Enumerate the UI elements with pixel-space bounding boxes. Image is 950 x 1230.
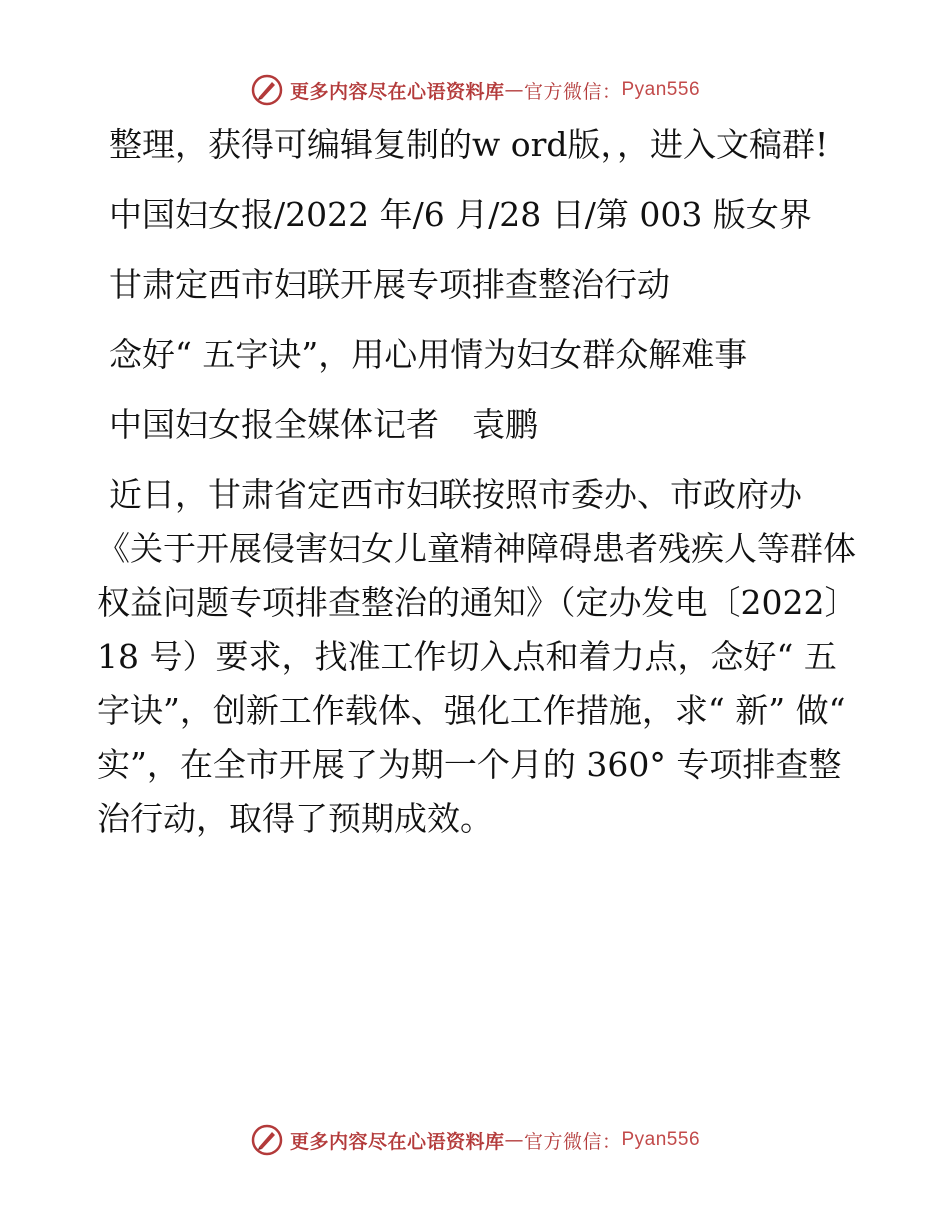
- banner-site-text: 更多内容尽在心语资料库: [289, 80, 505, 103]
- subheadline: 念好“ 五字诀”，用心用情为妇女群众解难事: [109, 335, 748, 374]
- banner-wechat-id: Pyan556: [621, 79, 701, 100]
- banner-separator: —: [504, 1129, 524, 1151]
- quill-logo-icon: [250, 73, 284, 107]
- banner-official-label: 官方微信：: [523, 80, 622, 103]
- header-banner: [0, 70, 950, 110]
- intro-paragraph: 整理，获得可编辑复制的w ord版，，进入文稿群!: [109, 125, 829, 164]
- quill-logo-icon: [250, 1123, 284, 1157]
- footer-banner: [0, 1120, 950, 1160]
- headline: 甘肃定西市妇联开展专项排查整治行动: [109, 265, 670, 304]
- banner-official-label: 官方微信：: [523, 1130, 622, 1153]
- document-body: [97, 118, 857, 846]
- source-line: 中国妇女报/2022 年/6 月/28 日/第 003 版女界: [109, 195, 812, 234]
- banner-wechat-id: Pyan556: [621, 1129, 701, 1150]
- body-paragraph: 近日，甘肃省定西市妇联按照市委办、市政府办《关于开展侵害妇女儿童精神障碍患者残疾人等群体权益问题专项排查整治的通知》（定办发电〔2022〕18 号）要求，找准工作切入点和着力点，念好“ 五字诀”，创新工作载体、强化工作措施，求“ 新” 做“ 实”，在全市开展了为期一个月的 360° 专项排查整治行动，取得了预期成效。: [97, 475, 856, 838]
- banner-separator: —: [504, 79, 524, 101]
- banner-site-text: 更多内容尽在心语资料库: [289, 1130, 505, 1153]
- byline: 中国妇女报全媒体记者 袁鹏: [109, 405, 538, 444]
